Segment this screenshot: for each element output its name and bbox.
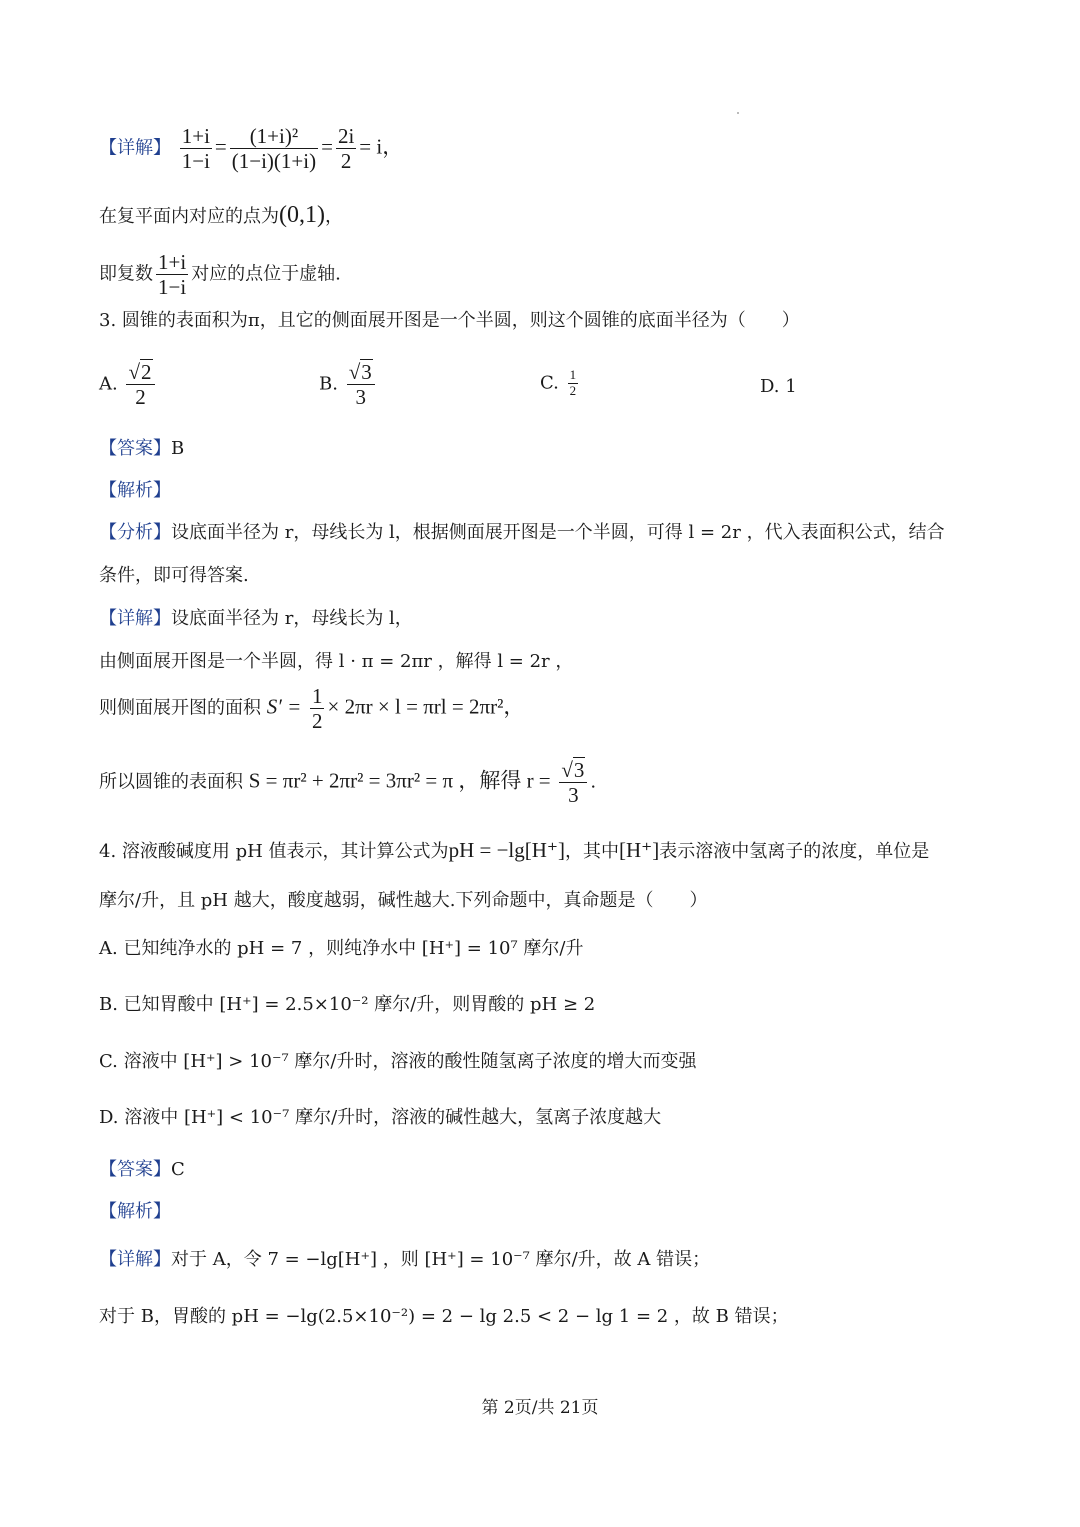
q3-answer: 【答案】B bbox=[99, 438, 185, 459]
q3-option-d: D. 1 bbox=[760, 376, 797, 397]
page-footer: 第 2页/共 21页 bbox=[481, 1398, 599, 1418]
q3-option-a: A. $\frac{√2}{2}$ bbox=[99, 360, 158, 409]
sqrt-symbol: √3 bbox=[561, 758, 585, 782]
q4-option-d: D. 溶液中 [H⁺] < 10⁻⁷ 摩尔/升时，溶液的碱性越大，氢离子浓度越大 bbox=[99, 1107, 662, 1128]
q4-analysis-tag: 【解析】 bbox=[99, 1201, 171, 1222]
q4-answer: 【答案】C bbox=[99, 1159, 185, 1180]
fraction: $\frac{1}{2}$ bbox=[311, 684, 323, 734]
q3-detail-2: 由侧面展开图是一个半圆，得 l · π = 2πr ，解得 l = 2r ， bbox=[99, 651, 574, 672]
detail-tag: 【详解】 bbox=[99, 137, 171, 159]
q4-option-c: C. 溶液中 [H⁺] > 10⁻⁷ 摩尔/升时，溶液的酸性随氢离子浓度的增大而变强 bbox=[99, 1051, 697, 1072]
fraction: $\frac{\text{(1+i)²}}{(1-i)(1+i)}$ bbox=[231, 124, 317, 174]
q4-detail-2: 对于 B，胃酸的 pH = −lg(2.5×10⁻²) = 2 − lg 2.5 < 2 − lg 1 = 2 ，故 B 错误； bbox=[99, 1306, 789, 1327]
q3-detail-4: 所以圆锥的表面积 S = πr² + 2πr² = 3πr² = π ，解得 r = $\frac{√3}{3}$ . bbox=[99, 758, 597, 808]
sqrt-symbol: √2 bbox=[128, 360, 152, 384]
sqrt-symbol: √3 bbox=[348, 360, 372, 384]
q4-stem-2: 摩尔/升，且 pH 越大，酸度越弱，碱性越大.下列命题中，真命题是（ ） bbox=[99, 890, 708, 911]
prev-line-2: 在复平面内对应的点为(0,1)， bbox=[99, 202, 343, 228]
q4-stem-1: 4. 溶液酸碱度用 pH 值表示，其计算公式为pH = −lg[H⁺]，其中[H⁺]表示溶液中氢离子的浓度，单位是 bbox=[99, 838, 930, 862]
q3-option-b: B. $\frac{√3}{3}$ bbox=[319, 360, 378, 409]
fraction: $\frac{√3}{3}$ bbox=[559, 758, 587, 807]
q3-stem: 3. 圆锥的表面积为π，且它的侧面展开图是一个半圆，则这个圆锥的底面半径为（ ） bbox=[99, 310, 800, 331]
q4-option-a: A. 已知纯净水的 pH = 7 ，则纯净水中 [H⁺] = 10⁷ 摩尔/升 bbox=[99, 938, 584, 959]
fraction: $\frac{1+i}{1-i}$ bbox=[181, 124, 210, 174]
q4-option-b: B. 已知胃酸中 [H⁺] = 2.5×10⁻² 摩尔/升，则胃酸的 pH ≥ 2 bbox=[99, 994, 596, 1015]
prev-detail-equation: 【详解】 $\frac{1+i}{1-i}$ = $\frac{\text{(1+i)²}}{(1-i)(1+i)}$ = $\frac{2i}{2}$ = i， bbox=[99, 124, 404, 174]
q3-detail-3: 则侧面展开图的面积 S′ = $\frac{1}{2}$ × 2πr × l = πrl = 2πr²， bbox=[99, 684, 525, 734]
fraction: $\frac{1+i}{1-i}$ bbox=[158, 250, 187, 300]
q4-detail-1: 【详解】对于 A，令 7 = −lg[H⁺] ，则 [H⁺] = 10⁻⁷ 摩尔/升，故 A 错误； bbox=[99, 1249, 711, 1270]
fraction: $\frac{2i}{2}$ bbox=[337, 124, 355, 174]
scan-speck bbox=[737, 112, 739, 114]
prev-line-3: 即复数 $\frac{1+i}{1-i}$ 对应的点位于虚轴. bbox=[99, 250, 341, 300]
q3-fenxi-1: 【分析】设底面半径为 r，母线长为 l，根据侧面展开图是一个半圆，可得 l = 2r ，代入表面积公式，结合 bbox=[99, 522, 945, 543]
q3-detail-1: 【详解】设底面半径为 r，母线长为 l， bbox=[99, 608, 413, 629]
q3-analysis-tag: 【解析】 bbox=[99, 480, 171, 501]
q3-fenxi-2: 条件，即可得答案. bbox=[99, 565, 249, 586]
q3-option-c: C. $\frac{1}{2}$ bbox=[540, 367, 577, 398]
